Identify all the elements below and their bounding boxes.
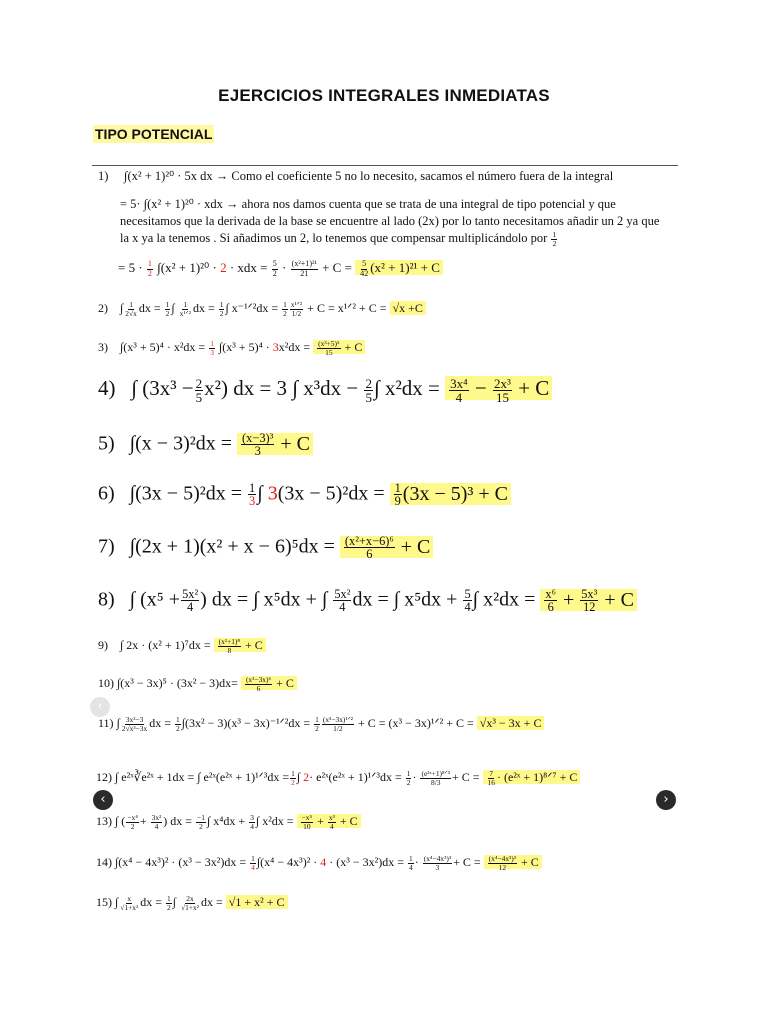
exercise-1-statement: ∫(x² + 1)²⁰ · 5x dx → Como el coeficiente 5 no lo necesito, sacamos el número fuera de la integral — [124, 169, 614, 183]
exercise-7: 7) ∫(2x + 1)(x² + x − 6)⁵dx = $\frac{\text{(x²+x−6)⁶}}{6}$ + C — [98, 535, 433, 561]
highlighted-answer: $\frac{\text{(x³−3x)⁶}}{6}$ + C — [241, 676, 297, 690]
highlighted-answer: $\frac{\text{3x⁴}}{4}$ − $\frac{\text{2x³}}{15}$ + C — [445, 376, 552, 400]
top-divider — [92, 165, 678, 166]
red-factor: 2 — [220, 260, 227, 275]
highlighted-answer: $\frac{\text{(x−3)³}}{3}$ + C — [237, 433, 313, 455]
highlighted-answer: $\frac{\text{(x³+5)⁵}}{15}$ + C — [313, 340, 365, 354]
exercise-number: 8) — [98, 588, 115, 611]
exercise-number: 7) — [98, 535, 115, 558]
exercise-number: 6) — [98, 482, 115, 505]
exercise-13: 13) ∫ ( $\frac{\text{−x⁴}}{2}$ + $\frac{\text{3x²}}{4}$ ) dx = $\frac{-1}{2}$ ∫ x⁴dx + $\frac{3}{4}$ ∫ x²dx = $\frac{\text{−x⁵}}{10}$ + $\frac{\text{x³}}{4}$ + C — [96, 814, 361, 830]
exercise-number: 5) — [98, 432, 115, 455]
fraction: $\frac{5}{2}$ — [272, 259, 277, 278]
exercise-number: 9) — [98, 638, 108, 652]
exercise-9: 9) ∫ 2x · (x² + 1)⁷dx = $\frac{\text{(x²+1)⁸}}{8}$ + C — [98, 638, 266, 654]
exercise-number: 1) — [98, 169, 109, 183]
exercise-number: 2) — [98, 301, 108, 315]
exercise-2: 2) ∫ $\frac{1}{2√x}$ dx = $\frac{1}{2}$ ∫ $\frac{1}{\text{x¹ᐟ²}}$ dx = $\frac{1}{2}$ ∫ x⁻¹ᐟ²dx = $\frac{1}{2}$ $\frac{\text{x¹ᐟ²}}{1/2}$ + C = x¹ᐟ² + C = √x +C — [98, 301, 426, 317]
highlighted-answer: $\frac{\text{x⁶}}{6}$ + $\frac{\text{5x³}}{12}$ + C — [540, 589, 637, 611]
page-title: EJERCICIOS INTEGRALES INMEDIATAS — [218, 86, 550, 105]
highlighted-answer: $\frac{1}{9}$ (3x − 5)³ + C — [390, 483, 511, 505]
exercise-10: 10) ∫(x³ − 3x)⁵ · (3x² − 3)dx= $\frac{\text{(x³−3x)⁶}}{6}$ + C — [98, 676, 297, 692]
exercise-number: 3) — [98, 340, 108, 354]
exercise-4: 4) ∫ (3x³ − $\frac{2}{5}$ x²) dx = 3 ∫ x³dx − $\frac{2}{5}$ ∫ x²dx = $\frac{\text{3x⁴}}{4}$ − $\frac{\text{2x³}}{15}$ + C — [98, 376, 552, 404]
exercise-number: 15) — [96, 895, 112, 909]
exercise-number: 14) — [96, 855, 112, 869]
exercise-5: 5) ∫(x − 3)²dx = $\frac{\text{(x−3)³}}{3}$ + C — [98, 432, 313, 458]
exercise-12: 12) ∫ e²ˣ∛e²ˣ + 1dx = ∫ e²ˣ(e²ˣ + 1)¹ᐟ³dx = $\frac{1}{2}$ ∫ 2· e²ˣ(e²ˣ + 1)¹ᐟ³dx = $\frac{1}{2}$ · $\frac{\text{(e²ˣ+1)⁸ᐟ³}}{8/3}$ + C = $\frac{7}{16}$ · (e²ˣ + 1)⁸ᐟ⁷ + C — [96, 770, 580, 786]
fraction: $\frac{1}{2}$ — [552, 229, 557, 248]
section-heading: TIPO POTENCIAL — [95, 126, 213, 142]
exercise-number: 10) — [98, 676, 114, 690]
highlighted-answer: $\frac{5}{42}$ (x² + 1)²¹ + C — [355, 260, 443, 275]
fraction: $\frac{\text{(x²+1)²¹}}{21}$ — [291, 259, 317, 278]
highlighted-answer: √1 + x² + C — [226, 895, 288, 909]
highlighted-answer: $\frac{\text{(x²+1)⁸}}{8}$ + C — [214, 638, 266, 652]
exercise-6: 6) ∫(3x − 5)²dx = $\frac{1}{3}$ ∫ 3(3x − 5)²dx = $\frac{1}{9}$ (3x − 5)³ + C — [98, 482, 511, 508]
highlighted-answer: $\frac{\text{(x²+x−6)⁶}}{6}$ + C — [340, 536, 433, 558]
next-page-button[interactable]: › — [656, 790, 676, 810]
red-fraction: $\frac{1}{2}$ — [147, 259, 152, 278]
exercise-1-text: la x ya la tenemos . Si añadimos un 2, lo tenemos que compensar multiplicándolo por — [120, 231, 548, 245]
exercise-15: 15) ∫ $\frac{x}{\text{√1+x²}}$ dx = $\frac{1}{2}$ ∫ $\frac{2x}{\text{√1+x²}}$ dx = √1 + x² + C — [96, 895, 288, 911]
highlighted-answer: $\frac{7}{16}$ · (e²ˣ + 1)⁸ᐟ⁷ + C — [483, 770, 581, 784]
exercise-3: 3) ∫(x³ + 5)⁴ · x²dx = $\frac{1}{3}$ ∫(x³ + 5)⁴ · 3x²dx = $\frac{\text{(x³+5)⁵}}{15}$ + C — [98, 340, 365, 356]
exercise-number: 13) — [96, 814, 112, 828]
exercise-1-line-1 — [98, 168, 613, 185]
previous-page-button[interactable]: ‹ — [93, 790, 113, 810]
exercise-1-line-4 — [120, 230, 558, 247]
highlighted-answer: $\frac{\text{(x⁴−4x³)³}}{12}$ + C — [484, 855, 542, 869]
highlighted-answer: $\frac{\text{−x⁵}}{10}$ + $\frac{\text{x³}}{4}$ + C — [297, 814, 361, 828]
exercise-number: 4) — [98, 376, 116, 400]
highlighted-answer: √x +C — [390, 301, 426, 315]
previous-arrow-faded-icon: ‹ — [90, 697, 110, 717]
exercise-11: 11) ∫ $\frac{\text{3x²−3}}{\text{2√x³−3x}}$ dx = $\frac{1}{2}$ ∫(3x² − 3)(x³ − 3x)⁻¹ᐟ²dx = $\frac{1}{2}$ $\frac{\text{(x³−3x)¹ᐟ²}}{1/2}$ + C = (x³ − 3x)¹ᐟ² + C = √x³ − 3x + C — [98, 716, 544, 732]
exercise-1-result-line: = 5 · $\frac{1}{2}$ ∫(x² + 1)²⁰ · 2 · xdx = $\frac{5}{2}$ · $\frac{\text{(x²+1)²¹}}{21}$ + C = $\frac{5}{42}$ (x² + 1)²¹ + C — [118, 260, 443, 278]
exercise-number: 11) — [98, 716, 114, 730]
exercise-1-line-2: = 5· ∫(x² + 1)²⁰ · xdx → ahora nos damos cuenta que se trata de una integral de tipo potencial y que — [120, 197, 616, 211]
exercise-number: 12) — [96, 770, 112, 784]
exercise-14: 14) ∫(x⁴ − 4x³)² · (x³ − 3x²)dx = $\frac{1}{4}$ ∫(x⁴ − 4x³)² · 4 · (x³ − 3x²)dx = $\frac{1}{4}$ · $\frac{\text{(x⁴−4x³)³}}{3}$ + C = $\frac{\text{(x⁴−4x³)³}}{12}$ + C — [96, 855, 542, 871]
exercise-8: 8) ∫ (x⁵ + $\frac{\text{5x²}}{4}$ ) dx = ∫ x⁵dx + ∫ $\frac{\text{5x²}}{4}$ dx = ∫ x⁵dx + $\frac{5}{4}$ ∫ x²dx = $\frac{\text{x⁶}}{6}$ + $\frac{\text{5x³}}{12}$ + C — [98, 588, 637, 614]
highlighted-answer: √x³ − 3x + C — [477, 716, 545, 730]
exercise-1-line-3: necesitamos que la derivada de la base se encuentre al lado (2x) por lo tanto necesitamos añadir un 2 ya que — [120, 214, 660, 228]
